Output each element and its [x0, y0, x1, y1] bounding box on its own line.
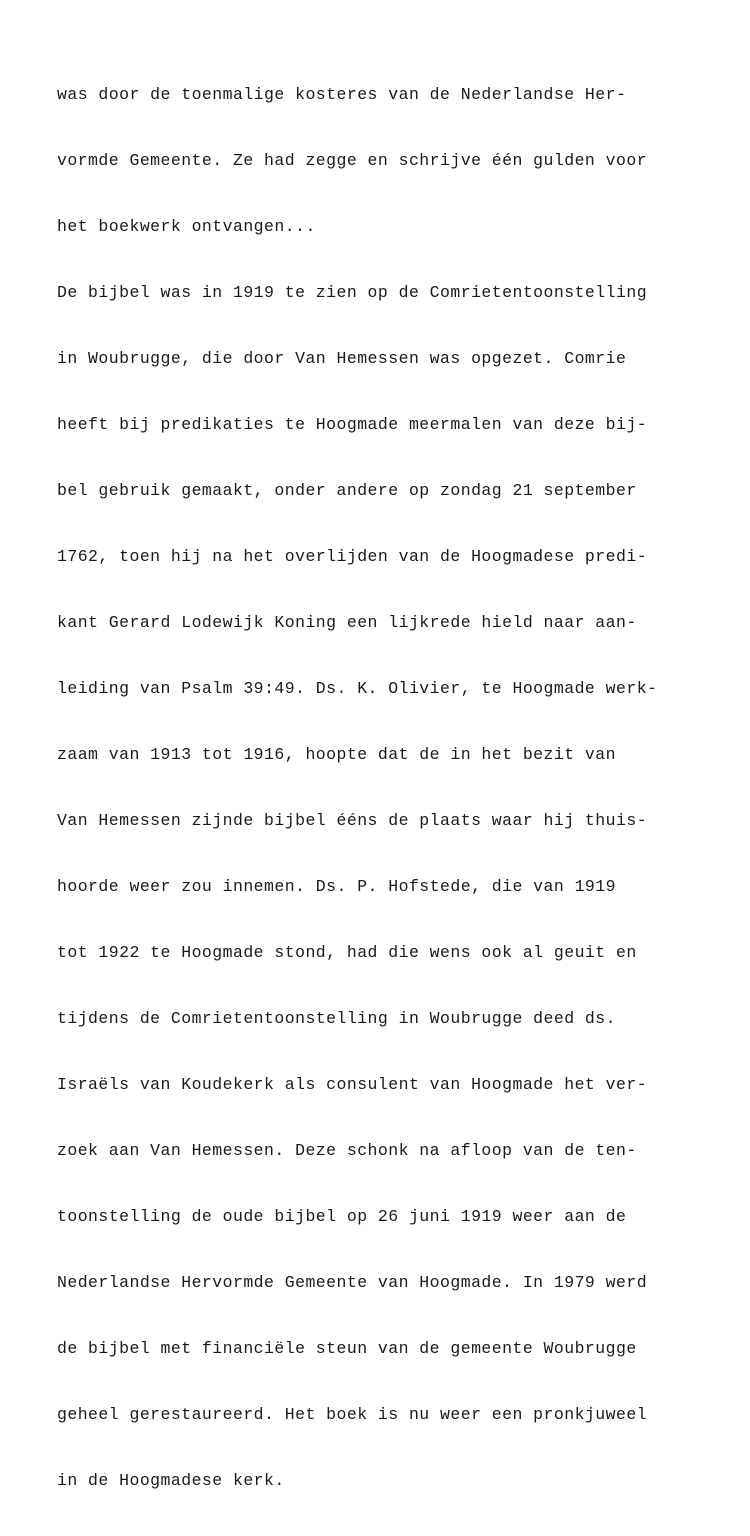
text-line: kant Gerard Lodewijk Koning een lijkrede hield naar aan-	[57, 613, 637, 632]
text-line: heeft bij predikaties te Hoogmade meermalen van deze bij-	[57, 415, 648, 434]
text-line: bel gebruik gemaakt, onder andere op zondag 21 september	[57, 481, 637, 500]
text-line: Van Hemessen zijnde bijbel ééns de plaats waar hij thuis-	[57, 811, 648, 830]
text-line: leiding van Psalm 39:49. Ds. K. Olivier, te Hoogmade werk-	[57, 679, 658, 698]
text-line: geheel gerestaureerd. Het boek is nu weer een pronkjuweel	[57, 1405, 648, 1424]
text-line: toonstelling de oude bijbel op 26 juni 1919 weer aan de	[57, 1207, 627, 1226]
text-line: vormde Gemeente. Ze had zegge en schrijve één gulden voor	[57, 151, 648, 170]
text-line: zaam van 1913 tot 1916, hoopte dat de in het bezit van	[57, 745, 616, 764]
text-line: zoek aan Van Hemessen. Deze schonk na afloop van de ten-	[57, 1141, 637, 1160]
text-line: hoorde weer zou innemen. Ds. P. Hofstede, die van 1919	[57, 877, 616, 896]
text-line: De bijbel was in 1919 te zien op de Comrietentoonstelling	[57, 283, 648, 302]
text-line: Israëls van Koudekerk als consulent van Hoogmade het ver-	[57, 1075, 648, 1094]
text-line: 1762, toen hij na het overlijden van de Hoogmadese predi-	[57, 547, 648, 566]
text-line: in de Hoogmadese kerk.	[57, 1471, 285, 1490]
text-line: was door de toenmalige kosteres van de Nederlandse Her-	[57, 85, 627, 104]
body-text	[57, 40, 657, 1536]
text-line: de bijbel met financiële steun van de gemeente Woubrugge	[57, 1339, 637, 1358]
text-line: tot 1922 te Hoogmade stond, had die wens ook al geuit en	[57, 943, 637, 962]
text-line: tijdens de Comrietentoonstelling in Woubrugge deed ds.	[57, 1009, 616, 1028]
text-line: Nederlandse Hervormde Gemeente van Hoogmade. In 1979 werd	[57, 1273, 648, 1292]
text-line: het boekwerk ontvangen...	[57, 217, 316, 236]
text-line: in Woubrugge, die door Van Hemessen was opgezet. Comrie	[57, 349, 627, 368]
